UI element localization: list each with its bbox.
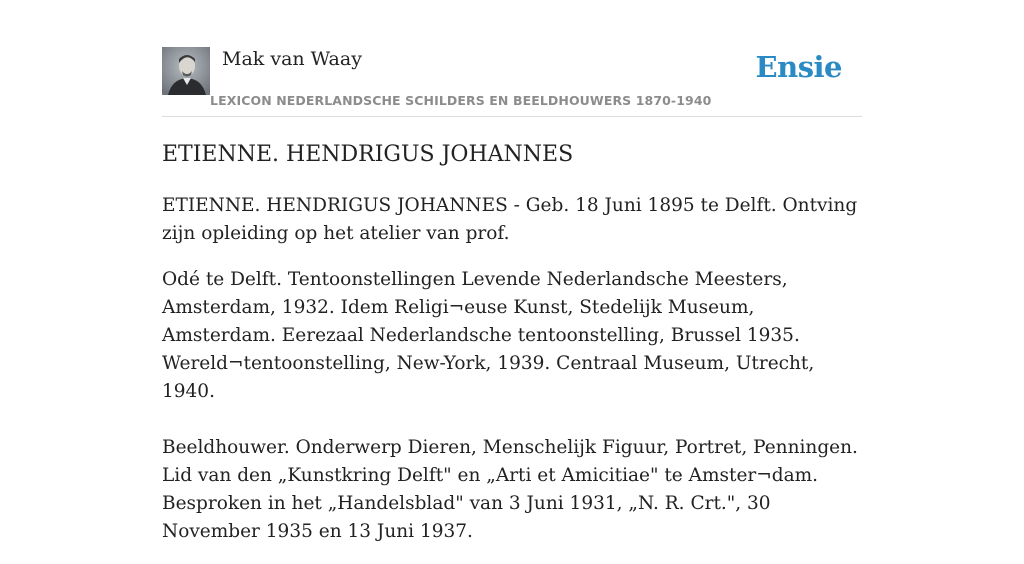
- ensie-logo[interactable]: Ensie: [755, 50, 842, 84]
- article-body: [162, 192, 872, 564]
- source-title[interactable]: LEXICON NEDERLANDSCHE SCHILDERS EN BEELDHOUWERS 1870-1940: [210, 93, 712, 108]
- author-avatar[interactable]: [162, 47, 210, 95]
- paragraph: ETIENNE. HENDRIGUS JOHANNES - Geb. 18 Juni 1895 te Delft. Ontving zijn opleiding op het atelier van prof.: [162, 195, 858, 244]
- paragraph: Odé te Delft. Tentoonstellingen Levende Nederlandsche Meesters, Amsterdam, 1932. Idem Religi¬euse Kunst, Stedelijk Museum, Amsterdam. Eerezaal Nederlandsche tentoonstelling, Brussel 1935. Wereld¬tentoonstelling, New-York, 1939. Centraal Museum, Utrecht, 1940.: [162, 269, 815, 402]
- paragraph: Beeldhouwer. Onderwerp Dieren, Menschelijk Figuur, Portret, Penningen. Lid van den „Kunstkring Delft" en „Arti et Amicitiae" te Amster¬dam. Besproken in het „Handelsblad" van 3 Juni 1931, „N. R. Crt.", 30 November 1935 en 13 Juni 1937.: [162, 437, 858, 542]
- article-header: [162, 46, 862, 117]
- page-title: ETIENNE. HENDRIGUS JOHANNES: [162, 142, 574, 167]
- portrait-photo-icon: [162, 47, 210, 95]
- author-name[interactable]: Mak van Waay: [222, 48, 362, 70]
